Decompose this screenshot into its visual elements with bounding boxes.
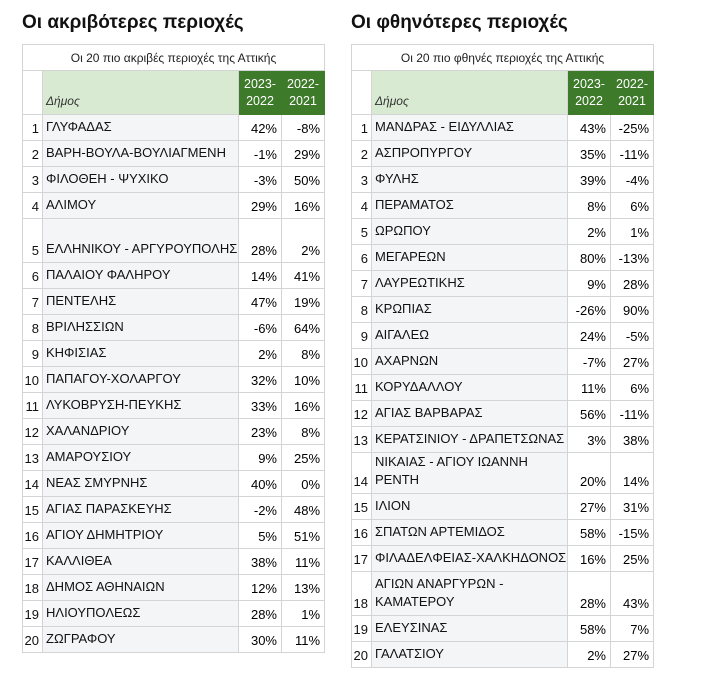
row-rank: 1 — [23, 115, 43, 141]
row-change-2022-2021: 31% — [611, 494, 654, 520]
row-municipality: ΠΕΡΑΜΑΤΟΣ — [372, 193, 568, 219]
row-rank: 16 — [23, 523, 43, 549]
row-change-2023-2022: 56% — [568, 401, 611, 427]
row-municipality: ΛΥΚΟΒΡΥΣΗ-ΠΕΥΚΗΣ — [43, 393, 239, 419]
row-municipality: ΖΩΓΡΑΦΟΥ — [43, 627, 239, 653]
row-change-2023-2022: 33% — [239, 393, 282, 419]
row-change-2023-2022: 8% — [568, 193, 611, 219]
table-row — [352, 401, 654, 427]
row-municipality: ΦΙΛΟΘΕΗ - ΨΥΧΙΚΟ — [43, 167, 239, 193]
table-row — [352, 616, 654, 642]
row-rank: 4 — [23, 193, 43, 219]
row-municipality: ΠΕΝΤΕΛΗΣ — [43, 289, 239, 315]
row-change-2023-2022: 2% — [239, 341, 282, 367]
row-change-2022-2021: 14% — [611, 453, 654, 494]
row-municipality: ΔΗΜΟΣ ΑΘΗΝΑΙΩΝ — [43, 575, 239, 601]
row-change-2023-2022: 2% — [568, 219, 611, 245]
row-municipality: ΝΕΑΣ ΣΜΥΡΝΗΣ — [43, 471, 239, 497]
row-change-2023-2022: 9% — [239, 445, 282, 471]
table-row — [352, 141, 654, 167]
row-change-2023-2022: 9% — [568, 271, 611, 297]
row-rank: 13 — [352, 427, 372, 453]
row-change-2023-2022: 58% — [568, 520, 611, 546]
row-rank: 14 — [23, 471, 43, 497]
cheapest-areas-table — [351, 44, 654, 668]
row-rank: 3 — [23, 167, 43, 193]
row-municipality: ΑΛΙΜΟΥ — [43, 193, 239, 219]
header-2023-2022 — [239, 71, 282, 115]
row-municipality: ΣΠΑΤΩΝ ΑΡΤΕΜΙΔΟΣ — [372, 520, 568, 546]
row-change-2022-2021: 16% — [282, 393, 325, 419]
row-change-2023-2022: 28% — [568, 572, 611, 616]
row-municipality: ΑΙΓΑΛΕΩ — [372, 323, 568, 349]
row-rank: 20 — [23, 627, 43, 653]
row-rank: 14 — [352, 453, 372, 494]
row-rank: 15 — [352, 494, 372, 520]
table-row — [23, 263, 325, 289]
row-change-2023-2022: 2% — [568, 642, 611, 668]
table-row — [352, 271, 654, 297]
table-row — [23, 471, 325, 497]
table-row — [352, 349, 654, 375]
row-change-2022-2021: -13% — [611, 245, 654, 271]
row-change-2022-2021: -4% — [611, 167, 654, 193]
row-municipality: ΑΓΙΩΝ ΑΝΑΡΓΥΡΩΝ - ΚΑΜΑΤΕΡΟΥ — [372, 572, 568, 616]
table-row — [23, 627, 325, 653]
row-change-2023-2022: -3% — [239, 167, 282, 193]
row-change-2022-2021: 6% — [611, 375, 654, 401]
row-rank: 2 — [23, 141, 43, 167]
row-municipality: ΕΛΛΗΝΙΚΟΥ - ΑΡΓΥΡΟΥΠΟΛΗΣ — [43, 219, 239, 263]
header-2023-2022-line1: 2023- — [244, 76, 276, 91]
row-change-2022-2021: 11% — [282, 627, 325, 653]
table-row — [352, 520, 654, 546]
expensive-areas-panel — [22, 0, 325, 653]
row-change-2023-2022: 80% — [568, 245, 611, 271]
row-municipality: ΜΑΝΔΡΑΣ - ΕΙΔΥΛΛΙΑΣ — [372, 115, 568, 141]
row-change-2022-2021: -25% — [611, 115, 654, 141]
row-change-2023-2022: 58% — [568, 616, 611, 642]
row-municipality: ΕΛΕΥΣΙΝΑΣ — [372, 616, 568, 642]
row-change-2023-2022: -6% — [239, 315, 282, 341]
row-rank: 7 — [23, 289, 43, 315]
row-municipality: ΦΙΛΑΔΕΛΦΕΙΑΣ-ΧΑΛΚΗΔΟΝΟΣ — [372, 546, 568, 572]
header-2022-2021-line1: 2022- — [287, 76, 320, 91]
row-rank: 5 — [23, 219, 43, 263]
row-change-2022-2021: 28% — [611, 271, 654, 297]
row-municipality: ΚΗΦΙΣΙΑΣ — [43, 341, 239, 367]
expensive-areas-title: Οι ακριβότερες περιοχές — [22, 12, 244, 33]
row-rank: 8 — [23, 315, 43, 341]
table-row — [23, 393, 325, 419]
table-row — [23, 115, 325, 141]
row-rank: 20 — [352, 642, 372, 668]
row-municipality: ΠΑΛΑΙΟΥ ΦΑΛΗΡΟΥ — [43, 263, 239, 289]
row-change-2023-2022: -1% — [239, 141, 282, 167]
table-row — [352, 219, 654, 245]
row-rank: 3 — [352, 167, 372, 193]
cheapest-areas-title: Οι φθηνότερες περιοχές — [351, 12, 568, 33]
expensive-areas-table — [22, 44, 325, 653]
row-rank: 6 — [352, 245, 372, 271]
row-rank: 17 — [23, 549, 43, 575]
row-change-2023-2022: 24% — [568, 323, 611, 349]
row-change-2023-2022: 27% — [568, 494, 611, 520]
row-change-2022-2021: 8% — [282, 419, 325, 445]
header-2023-2022-line2: 2022 — [575, 93, 603, 108]
row-change-2023-2022: 40% — [239, 471, 282, 497]
row-municipality: ΗΛΙΟΥΠΟΛΕΩΣ — [43, 601, 239, 627]
table-row — [352, 193, 654, 219]
row-change-2023-2022: 42% — [239, 115, 282, 141]
row-change-2022-2021: 2% — [282, 219, 325, 263]
table-row — [23, 419, 325, 445]
row-change-2023-2022: 11% — [568, 375, 611, 401]
row-change-2023-2022: 30% — [239, 627, 282, 653]
row-change-2022-2021: 13% — [282, 575, 325, 601]
row-rank: 4 — [352, 193, 372, 219]
table-row — [23, 341, 325, 367]
row-change-2023-2022: 32% — [239, 367, 282, 393]
table-row — [352, 297, 654, 323]
row-change-2022-2021: 16% — [282, 193, 325, 219]
cheapest-areas-panel — [351, 0, 654, 668]
row-change-2022-2021: 27% — [611, 642, 654, 668]
row-municipality: ΦΥΛΗΣ — [372, 167, 568, 193]
table-row — [23, 289, 325, 315]
row-change-2022-2021: 25% — [282, 445, 325, 471]
row-change-2023-2022: -26% — [568, 297, 611, 323]
row-change-2022-2021: 6% — [611, 193, 654, 219]
table-header-row — [352, 71, 654, 115]
row-change-2022-2021: 10% — [282, 367, 325, 393]
row-rank: 11 — [352, 375, 372, 401]
cheapest-areas-table-body — [352, 45, 654, 668]
row-change-2023-2022: 29% — [239, 193, 282, 219]
row-municipality: ΓΑΛΑΤΣΙΟΥ — [372, 642, 568, 668]
table-row — [23, 497, 325, 523]
table-row — [23, 219, 325, 263]
row-municipality: ΜΕΓΑΡΕΩΝ — [372, 245, 568, 271]
table-row — [352, 167, 654, 193]
table-row — [23, 523, 325, 549]
table-row — [23, 141, 325, 167]
header-municipality: Δήμος — [43, 71, 239, 115]
row-change-2022-2021: 25% — [611, 546, 654, 572]
row-change-2023-2022: 38% — [239, 549, 282, 575]
row-change-2023-2022: 43% — [568, 115, 611, 141]
row-change-2022-2021: 27% — [611, 349, 654, 375]
table-caption-row — [23, 45, 325, 71]
table-row — [23, 445, 325, 471]
row-rank: 2 — [352, 141, 372, 167]
table-row — [352, 453, 654, 494]
row-municipality: ΑΜΑΡΟΥΣΙΟΥ — [43, 445, 239, 471]
row-municipality: ΑΓΙΑΣ ΒΑΡΒΑΡΑΣ — [372, 401, 568, 427]
table-row — [352, 245, 654, 271]
row-rank: 19 — [352, 616, 372, 642]
row-change-2023-2022: 20% — [568, 453, 611, 494]
row-municipality: ΚΕΡΑΤΣΙΝΙΟΥ - ΔΡΑΠΕΤΣΩΝΑΣ — [372, 427, 568, 453]
header-2023-2022-line1: 2023- — [573, 76, 605, 91]
row-municipality: ΠΑΠΑΓΟΥ-ΧΟΛΑΡΓΟΥ — [43, 367, 239, 393]
row-municipality: ΒΑΡΗ-ΒΟΥΛΑ-ΒΟΥΛΙΑΓΜΕΝΗ — [43, 141, 239, 167]
row-rank: 5 — [352, 219, 372, 245]
table-row — [352, 642, 654, 668]
row-change-2022-2021: 64% — [282, 315, 325, 341]
header-blank-cell — [352, 71, 372, 115]
table-row — [352, 572, 654, 616]
table-caption: Οι 20 πιο ακριβές περιοχές της Αττικής — [23, 45, 325, 71]
table-caption-row — [352, 45, 654, 71]
row-change-2022-2021: 41% — [282, 263, 325, 289]
row-municipality: ΚΟΡΥΔΑΛΛΟΥ — [372, 375, 568, 401]
row-municipality: ΓΛΥΦΑΔΑΣ — [43, 115, 239, 141]
row-change-2022-2021: 38% — [611, 427, 654, 453]
row-rank: 15 — [23, 497, 43, 523]
header-2023-2022-line2: 2022 — [246, 93, 274, 108]
row-change-2023-2022: 47% — [239, 289, 282, 315]
row-municipality: ΑΣΠΡΟΠΥΡΓΟΥ — [372, 141, 568, 167]
table-row — [352, 494, 654, 520]
row-rank: 6 — [23, 263, 43, 289]
row-change-2022-2021: 29% — [282, 141, 325, 167]
row-rank: 9 — [352, 323, 372, 349]
row-change-2022-2021: 8% — [282, 341, 325, 367]
table-row — [23, 575, 325, 601]
row-change-2022-2021: 19% — [282, 289, 325, 315]
row-change-2023-2022: 14% — [239, 263, 282, 289]
row-rank: 16 — [352, 520, 372, 546]
row-municipality: ΚΡΩΠΙΑΣ — [372, 297, 568, 323]
row-municipality: ΑΓΙΑΣ ΠΑΡΑΣΚΕΥΗΣ — [43, 497, 239, 523]
table-header-row — [23, 71, 325, 115]
table-row — [23, 367, 325, 393]
row-change-2022-2021: 48% — [282, 497, 325, 523]
row-change-2023-2022: 28% — [239, 601, 282, 627]
table-caption: Οι 20 πιο φθηνές περιοχές της Αττικής — [352, 45, 654, 71]
expensive-areas-table-body — [23, 45, 325, 653]
row-change-2022-2021: -11% — [611, 401, 654, 427]
row-rank: 10 — [352, 349, 372, 375]
row-change-2022-2021: -5% — [611, 323, 654, 349]
table-row — [23, 601, 325, 627]
row-change-2022-2021: -8% — [282, 115, 325, 141]
row-rank: 13 — [23, 445, 43, 471]
header-2022-2021-line1: 2022- — [616, 76, 648, 91]
row-municipality: ΛΑΥΡΕΩΤΙΚΗΣ — [372, 271, 568, 297]
row-change-2022-2021: -15% — [611, 520, 654, 546]
row-rank: 11 — [23, 393, 43, 419]
table-row — [23, 167, 325, 193]
row-municipality: ΧΑΛΑΝΔΡΙΟΥ — [43, 419, 239, 445]
header-2022-2021-line2: 2021 — [289, 93, 317, 108]
header-2022-2021-line2: 2021 — [618, 93, 646, 108]
row-rank: 19 — [23, 601, 43, 627]
row-change-2022-2021: 11% — [282, 549, 325, 575]
row-change-2023-2022: 12% — [239, 575, 282, 601]
row-municipality: ΙΛΙΟΝ — [372, 494, 568, 520]
row-change-2023-2022: 23% — [239, 419, 282, 445]
table-row — [352, 375, 654, 401]
table-row — [352, 323, 654, 349]
row-change-2022-2021: -11% — [611, 141, 654, 167]
row-rank: 10 — [23, 367, 43, 393]
header-2023-2022 — [568, 71, 611, 115]
row-change-2022-2021: 43% — [611, 572, 654, 616]
row-rank: 9 — [23, 341, 43, 367]
table-row — [23, 549, 325, 575]
table-row — [352, 115, 654, 141]
row-municipality: ΚΑΛΛΙΘΕΑ — [43, 549, 239, 575]
row-rank: 12 — [23, 419, 43, 445]
row-change-2022-2021: 1% — [611, 219, 654, 245]
row-rank: 7 — [352, 271, 372, 297]
row-rank: 18 — [23, 575, 43, 601]
row-change-2023-2022: 5% — [239, 523, 282, 549]
row-municipality: ΑΧΑΡΝΩΝ — [372, 349, 568, 375]
row-rank: 18 — [352, 572, 372, 616]
row-municipality: ΩΡΩΠΟΥ — [372, 219, 568, 245]
row-change-2022-2021: 7% — [611, 616, 654, 642]
row-rank: 12 — [352, 401, 372, 427]
row-change-2023-2022: 39% — [568, 167, 611, 193]
row-rank: 8 — [352, 297, 372, 323]
header-2022-2021 — [282, 71, 325, 115]
row-change-2022-2021: 1% — [282, 601, 325, 627]
table-row — [352, 427, 654, 453]
header-2022-2021 — [611, 71, 654, 115]
row-change-2023-2022: 28% — [239, 219, 282, 263]
row-change-2022-2021: 50% — [282, 167, 325, 193]
row-change-2023-2022: -2% — [239, 497, 282, 523]
row-change-2022-2021: 0% — [282, 471, 325, 497]
row-change-2023-2022: 3% — [568, 427, 611, 453]
row-rank: 1 — [352, 115, 372, 141]
row-change-2023-2022: 16% — [568, 546, 611, 572]
row-change-2023-2022: -7% — [568, 349, 611, 375]
row-rank: 17 — [352, 546, 372, 572]
row-change-2022-2021: 90% — [611, 297, 654, 323]
row-change-2023-2022: 35% — [568, 141, 611, 167]
row-change-2022-2021: 51% — [282, 523, 325, 549]
table-row — [352, 546, 654, 572]
header-municipality: Δήμος — [372, 71, 568, 115]
table-row — [23, 193, 325, 219]
table-row — [23, 315, 325, 341]
row-municipality: ΝΙΚΑΙΑΣ - ΑΓΙΟΥ ΙΩΑΝΝΗ ΡΕΝΤΗ — [372, 453, 568, 494]
row-municipality: ΒΡΙΛΗΣΣΙΩΝ — [43, 315, 239, 341]
header-blank-cell — [23, 71, 43, 115]
row-municipality: ΑΓΙΟΥ ΔΗΜΗΤΡΙΟΥ — [43, 523, 239, 549]
